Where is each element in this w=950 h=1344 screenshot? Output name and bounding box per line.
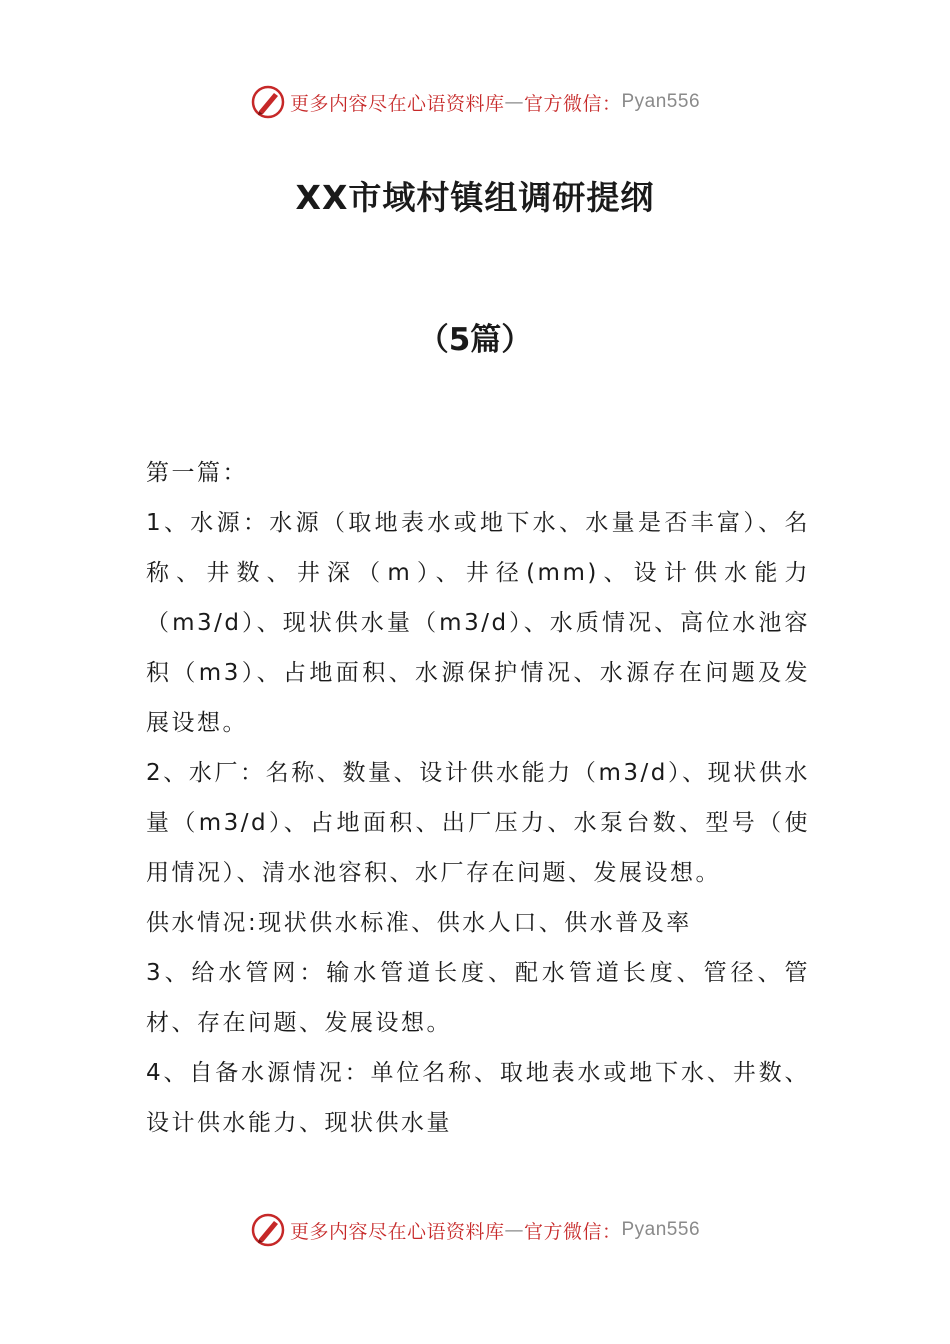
pen-logo-icon xyxy=(250,84,286,120)
banner-dash: — xyxy=(504,91,524,113)
section-heading: 第一篇： xyxy=(146,460,248,486)
banner-text: 更多内容尽在心语资料库 xyxy=(289,1220,505,1243)
header-watermark-banner xyxy=(0,82,950,122)
paragraph-self-supply: 4、自备水源情况：单位名称、取地表水或地下水、井数、设计供水能力、现状供水量 xyxy=(146,1060,810,1136)
footer-watermark-banner xyxy=(0,1210,950,1250)
banner-id: Pyan556 xyxy=(621,91,701,112)
banner-official: 官方微信： xyxy=(523,92,622,115)
document-title: XX市域村镇组调研提纲 xyxy=(295,178,655,217)
document-body xyxy=(146,448,810,1148)
banner-id: Pyan556 xyxy=(621,1219,701,1240)
banner-dash: — xyxy=(504,1219,524,1241)
paragraph-pipe-network: 3、给水管网：输水管道长度、配水管道长度、管径、管材、存在问题、发展设想。 xyxy=(146,960,810,1036)
paragraph-water-source: 1、水源：水源（取地表水或地下水、水量是否丰富）、名称、井数、井深（m）、井径(mm)、设计供水能力（m3/d）、现状供水量（m3/d）、水质情况、高位水池容积（m3）、占地面积、水源保护情况、水源存在问题及发展设想。 xyxy=(146,510,810,736)
banner-text: 更多内容尽在心语资料库 xyxy=(289,92,505,115)
paragraph-supply-status: 供水情况:现状供水标准、供水人口、供水普及率 xyxy=(146,910,692,936)
paragraph-water-plant: 2、水厂：名称、数量、设计供水能力（m3/d）、现状供水量（m3/d）、占地面积、出厂压力、水泵台数、型号（使用情况）、清水池容积、水厂存在问题、发展设想。 xyxy=(146,760,810,886)
pen-logo-icon xyxy=(250,1212,286,1248)
banner-official: 官方微信： xyxy=(523,1220,622,1243)
document-subtitle: （5篇） xyxy=(417,322,533,358)
